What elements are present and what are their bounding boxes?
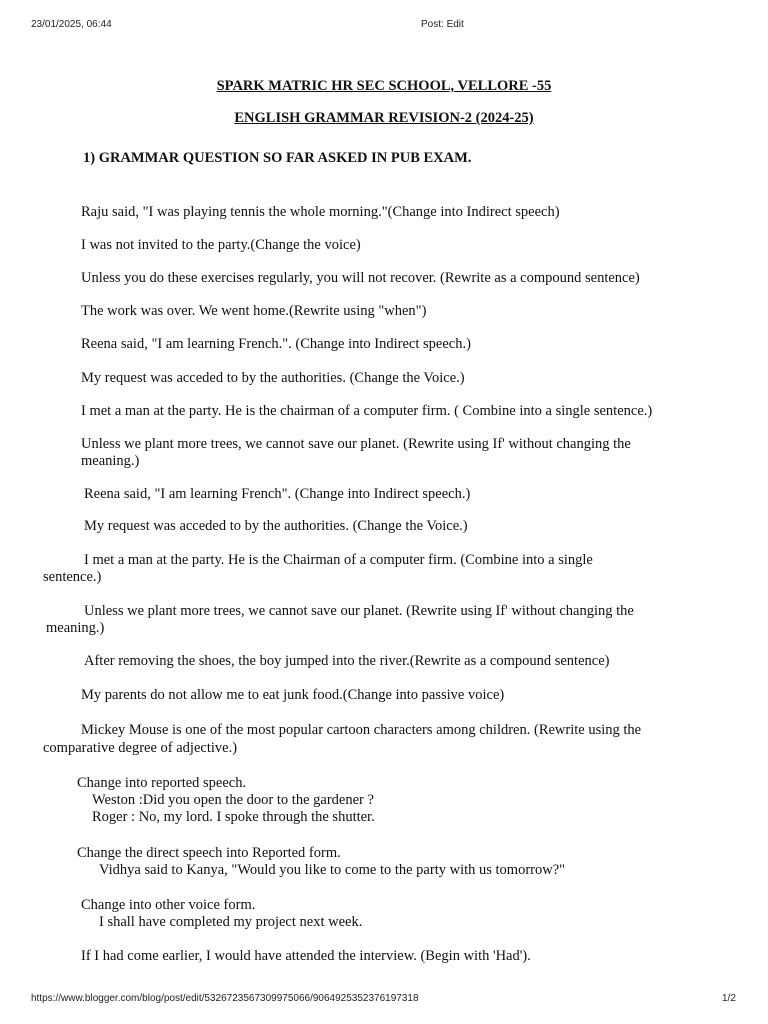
question-line: I met a man at the party. He is the chairman of a computer firm. ( Combine into a single sentence.) (81, 403, 653, 419)
question-line: After removing the shoes, the boy jumped into the river.(Rewrite as a compound sentence) (84, 653, 610, 669)
print-page-title: Post: Edit (421, 19, 464, 30)
question-line: Mickey Mouse is one of the most popular cartoon characters among children. (Rewrite using the (81, 722, 642, 738)
question-line: Unless we plant more trees, we cannot save our planet. (Rewrite using If' without changing the (81, 436, 631, 452)
print-page-number: 1/2 (722, 993, 736, 1004)
school-title: SPARK MATRIC HR SEC SCHOOL, VELLORE -55 (216, 78, 552, 94)
section-heading: 1) GRAMMAR QUESTION SO FAR ASKED IN PUB EXAM. (83, 150, 472, 166)
question-line: Change into other voice form. (81, 897, 256, 913)
question-line: Raju said, "I was playing tennis the whole morning."(Change into Indirect speech) (81, 204, 560, 220)
question-line: Reena said, "I am learning French". (Change into Indirect speech.) (84, 486, 471, 502)
question-line: sentence.) (43, 569, 102, 585)
question-line: meaning.) (81, 453, 140, 469)
print-footer-url: https://www.blogger.com/blog/post/edit/5326723567309975066/9064925352376197318 (31, 993, 419, 1004)
question-line: Unless you do these exercises regularly, you will not recover. (Rewrite as a compound sentence) (81, 270, 640, 286)
question-line: I shall have completed my project next week. (99, 914, 363, 930)
question-line: Reena said, "I am learning French.". (Change into Indirect speech.) (81, 336, 471, 352)
document-subtitle: ENGLISH GRAMMAR REVISION-2 (2024-25) (234, 110, 534, 126)
question-line: Change into reported speech. (77, 775, 247, 791)
question-line: Vidhya said to Kanya, "Would you like to come to the party with us tomorrow?" (99, 862, 566, 878)
question-line: Unless we plant more trees, we cannot save our planet. (Rewrite using If' without changing the (84, 603, 634, 619)
question-line: The work was over. We went home.(Rewrite using "when") (81, 303, 427, 319)
question-line: My request was acceded to by the authorities. (Change the Voice.) (81, 370, 465, 386)
question-line: I met a man at the party. He is the Chairman of a computer firm. (Combine into a single (84, 552, 593, 568)
question-line: If I had come earlier, I would have attended the interview. (Begin with 'Had'). (81, 948, 531, 964)
question-line: comparative degree of adjective.) (43, 740, 238, 756)
question-line: My parents do not allow me to eat junk food.(Change into passive voice) (81, 687, 505, 703)
question-line: Weston :Did you open the door to the gardener ? (92, 792, 374, 808)
question-line: I was not invited to the party.(Change the voice) (81, 237, 361, 253)
question-line: My request was acceded to by the authorities. (Change the Voice.) (84, 518, 468, 534)
print-datetime: 23/01/2025, 06:44 (31, 19, 112, 30)
question-line: Roger : No, my lord. I spoke through the shutter. (92, 809, 375, 825)
question-line: meaning.) (46, 620, 105, 636)
question-line: Change the direct speech into Reported form. (77, 845, 341, 861)
